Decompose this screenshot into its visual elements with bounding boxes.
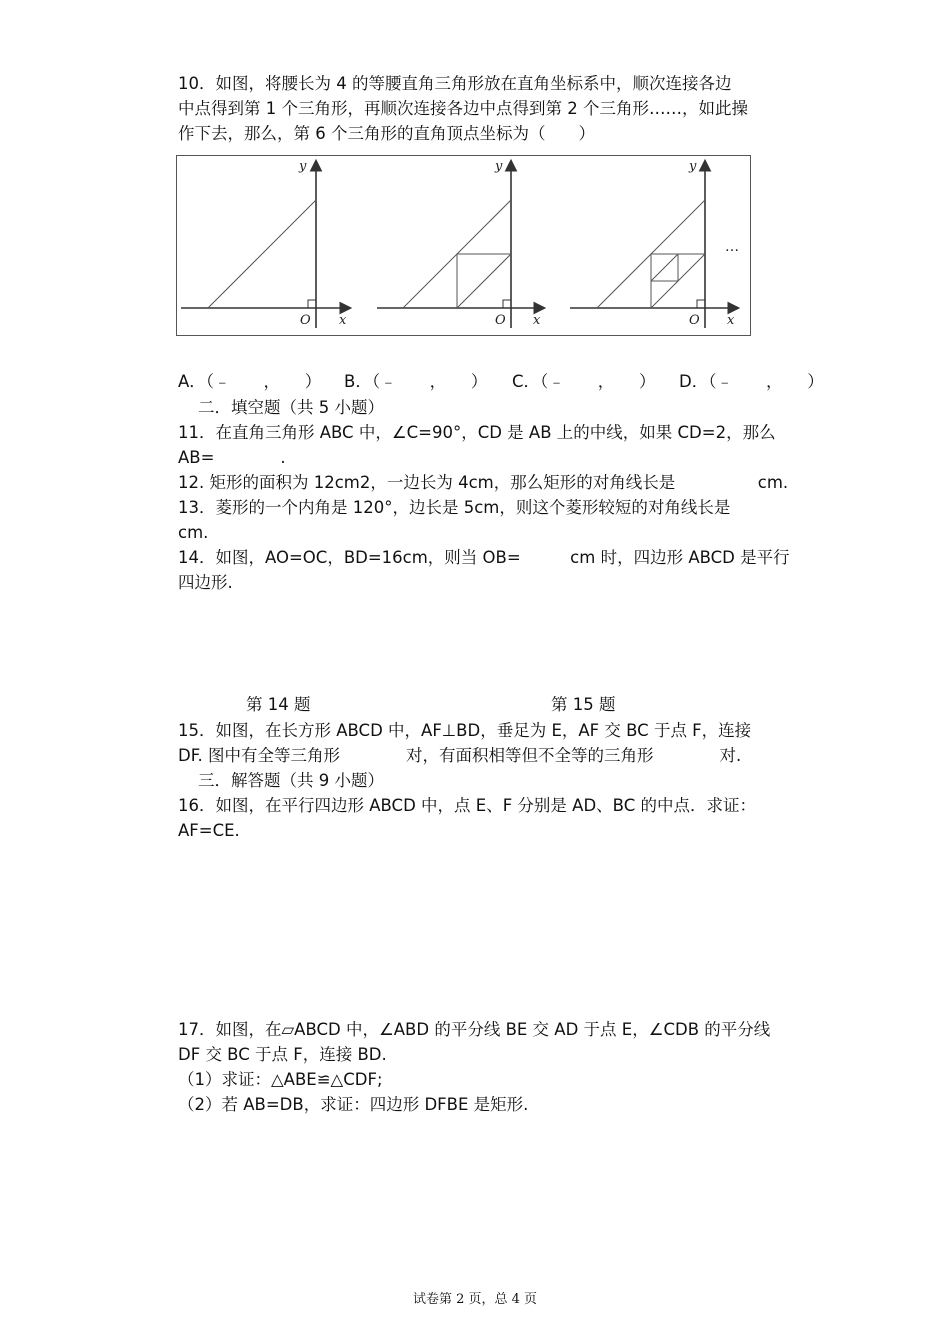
q17-line-1: 17．如图，在▱ABCD 中，∠ABD 的平分线 BE 交 AD 于点 E，∠CDB 的平分线 xyxy=(178,1020,771,1039)
figure-panel-3 xyxy=(570,162,737,328)
q14-line-2: 四边形. xyxy=(178,573,233,592)
page-footer: 试卷第 2 页，总 4 页 xyxy=(412,1292,538,1307)
q12-line: 12. 矩形的面积为 12cm2，一边长为 4cm，那么矩形的对角线长是 cm. xyxy=(178,473,789,492)
axis-label-y-2: y xyxy=(495,159,503,174)
q11-line-1: 11．在直角三角形 ABC 中，∠C=90°，CD 是 AB 上的中线，如果 CD=2，那么 xyxy=(178,423,776,442)
q10-line-3: 作下去，那么，第 6 个三角形的直角顶点坐标为（ ） xyxy=(178,124,595,143)
q10-figure xyxy=(176,155,751,336)
q15-line-1: 15．如图，在长方形 ABCD 中，AF⊥BD，垂足为 E，AF 交 BC 于点 F，连接 xyxy=(178,721,752,740)
q10-line-1: 10．如图，将腰长为 4 的等腰直角三角形放在直角坐标系中，顺次连接各边 xyxy=(178,74,732,93)
origin-label-2: O xyxy=(495,313,506,328)
q13-line-2: cm. xyxy=(178,523,209,542)
q16-line-2: AF=CE. xyxy=(178,821,240,840)
figure-ellipsis: … xyxy=(725,239,739,255)
figure-panel-2 xyxy=(377,162,543,328)
q17-line-2: DF 交 BC 于点 F，连接 BD. xyxy=(178,1045,387,1064)
caption-q15: 第 15 题 xyxy=(551,695,616,714)
q11-line-2: AB= . xyxy=(178,448,286,467)
q17-part-2: （2）若 AB=DB，求证：四边形 DFBE 是矩形. xyxy=(178,1095,529,1114)
option-a: A．（﹣ ， ） xyxy=(178,372,322,391)
axis-label-x-3: x xyxy=(727,313,735,328)
section-2-heading: 二．填空题（共 5 小题） xyxy=(198,398,384,417)
axis-label-y-3: y xyxy=(689,159,697,174)
option-c: C．（﹣ ， ） xyxy=(512,372,656,391)
q13-line-1: 13．菱形的一个内角是 120°，边长是 5cm，则这个菱形较短的对角线长是 xyxy=(178,498,731,517)
origin-label-1: O xyxy=(300,313,311,328)
q17-part-1: （1）求证：△ABE≌△CDF; xyxy=(178,1070,383,1089)
caption-q14: 第 14 题 xyxy=(246,695,311,714)
section-3-heading: 三．解答题（共 9 小题） xyxy=(198,771,384,790)
option-b: B．（﹣ ， ） xyxy=(344,372,488,391)
option-d: D．（﹣ ， ） xyxy=(679,372,824,391)
axis-label-x-1: x xyxy=(339,313,347,328)
q10-figure-svg xyxy=(177,156,750,335)
origin-label-3: O xyxy=(689,313,700,328)
axis-label-x-2: x xyxy=(533,313,541,328)
q16-line-1: 16．如图，在平行四边形 ABCD 中，点 E、F 分别是 AD、BC 的中点．求证： xyxy=(178,796,756,815)
axis-label-y-1: y xyxy=(299,159,307,174)
q10-line-2: 中点得到第 1 个三角形，再顺次连接各边中点得到第 2 个三角形……，如此操 xyxy=(178,99,748,118)
q15-line-2: DF. 图中有全等三角形 对，有面积相等但不全等的三角形 对. xyxy=(178,746,742,765)
figure-panel-1 xyxy=(181,162,349,328)
q14-line-1: 14．如图，AO=OC，BD=16cm，则当 OB= cm 时，四边形 ABCD 是平行 xyxy=(178,548,790,567)
